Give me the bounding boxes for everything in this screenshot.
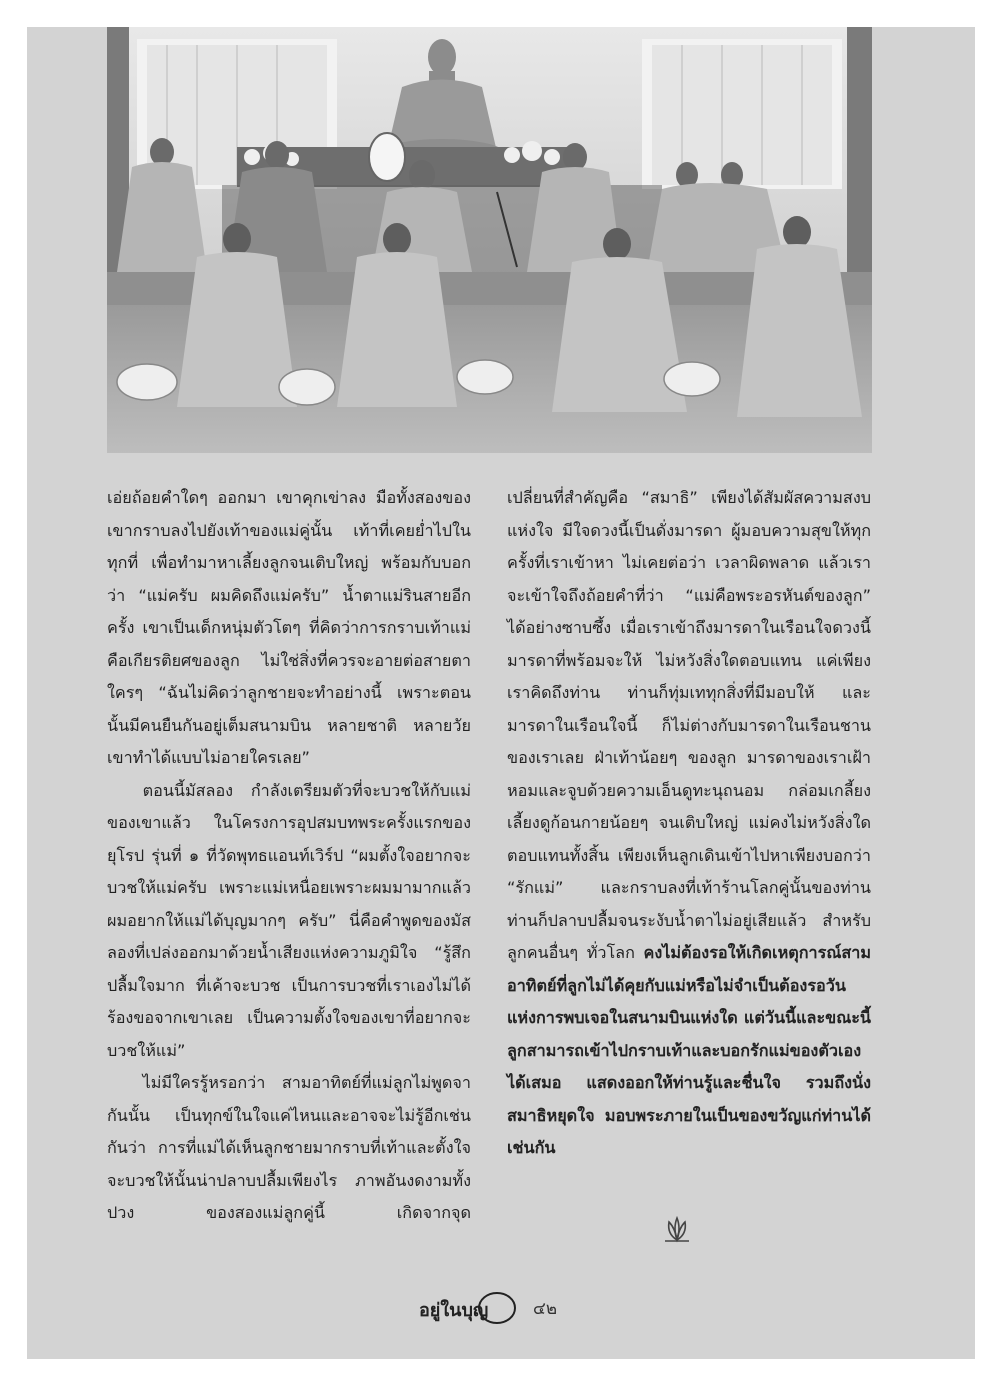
lotus-icon	[659, 1214, 695, 1244]
page-number: ๔๒	[533, 1299, 558, 1319]
right-paragraph-text: เปลี่ยนที่สำคัญคือ “สมาธิ” เพียงได้สัมผัสความสงบแห่งใจ มีใจดวงนี้เป็นดั่งมารดา ผู้มอบความสุขให้ทุกครั้งที่เราเข้าหา ไม่เคยต่อว่า เวลาผิดพลาด แล้วเราจะเข้าใจถึงถ้อยคำที่ว่า “แม่คือพระอรหันต์ของลูก” ได้อย่างซาบซึ้ง เมื่อเราเข้าถึงมารดาในเรือนใจดวงนี้ มารดาที่พร้อมจะให้ ไม่หวังสิ่งใดตอบแทน แค่เพียงเราคิดถึงท่าน ท่านก็ทุ่มเททุกสิ่งที่มีมอบให้ และมารดาในเรือนใจนี้ ก็ไม่ต่างกับมารดาในเรือนชานของเราเลย ฝ่าเท้าน้อยๆ ของลูก มารดาของเราเฝ้าหอมและจูบด้วยความเอ็นดูทะนุถนอม กล่อมเกลี้ยงเลี้ยงดูก้อนกายน้อยๆ จนเติบใหญ่ แม่คงไม่หวังสิ่งใดตอบแทนทั้งสิ้น เพียงเห็นลูกเดินเข้าไปหาเพียงบอกว่า “รักแม่” และกราบลงที่เท้าร้านโลกคู่นั้นของท่าน ท่านก็ปลาบปลื้มจนระงับน้ำตาไม่อยู่เสียแล้ว สำหรับลูกคนอื่นๆ ทั่วโลก	[507, 488, 871, 962]
left-paragraph-2: ตอนนี้มัสลอง กำลังเตรียมตัวที่จะบวชให้กับแม่ของเขาแล้ว ในโครงการอุปสมบทพระครั้งแรกของยุโรป รุ่นที่ ๑ ที่วัดพุทธแอนท์เวิร์ป “ผมตั้งใจอยากจะบวชให้แม่ครับ เพราะแม่เหนื่อยเพราะผมมามากแล้ว ผมอยากให้แม่ได้บุญมากๆ ครับ” นี่คือคำพูดของมัสลองที่เปล่งออกมาด้วยน้ำเสียงแห่งความภูมิใจ “รู้สึกปลื้มใจมาก ที่เค้าจะบวช เป็นการบวชที่เราเองไม่ได้ร้องขอจากเขาเลย เป็นความตั้งใจของเขาที่อยากจะบวชให้แม่”	[107, 780, 471, 1060]
monks-photo-illustration	[107, 27, 872, 453]
left-paragraph-1: เอ่ยถ้อยคำใดๆ ออกมา เขาคุกเข่าลง มือทั้งสองของเขากราบลงไปยังเท้าของแม่คู่นั้น เท้าที่เคยย่ำไปในทุกที่ เพื่อทำมาหาเลี้ยงลูกจนเติบใหญ่ พร้อมกับบอกว่า “แม่ครับ ผมคิดถึงแม่ครับ” น้ำตาแม่รินสายอีกครั้ง เขาเป็นเด็กหนุ่มตัวโตๆ ที่คิดว่าการกราบเท้าแม่ คือเกียรติยศของลูก ไม่ใช่สิ่งที่ควรจะอายต่อสายตาใครๆ “ฉันไม่คิดว่าลูกชายจะทำอย่างนี้ เพราะตอนนั้นมีคนยืนกันอยู่เต็มสนามบิน หลายชาติ หลายวัย เขาทำได้แบบไม่อายใครเลย”	[107, 488, 471, 767]
magazine-page	[27, 27, 975, 1359]
right-paragraph-bold: คงไม่ต้องรอให้เกิดเหตุการณ์สามอาทิตย์ที่ลูกไม่ได้คุยกับแม่หรือไม่จำเป็นต้องรอวันแห่งการพบเจอในสนามบินแห่งใด แต่วันนี้และขณะนี้ ลูกสามารถเข้าไปกราบเท้าและบอกรักแม่ของตัวเองได้เสมอ แสดงออกให้ท่านรู้และชื่นใจ รวมถึงนั่งสมาธิหยุดใจ มอบพระภายในเป็นของขวัญแก่ท่านได้เช่นกัน	[507, 943, 871, 1157]
magazine-logo-text: อยู่ในบุญ	[419, 1300, 489, 1321]
magazine-logo	[417, 1291, 529, 1325]
left-column	[107, 482, 471, 1230]
left-paragraph-3: ไม่มีใครรู้หรอกว่า สามอาทิตย์ที่แม่ลูกไม่พูดจากันนั้น เป็นทุกข์ในใจแค่ไหนและอาจจะไม่รู้อีกเช่นกันว่า การที่แม่ได้เห็นลูกชายมากราบที่เท้าและตั้งใจจะบวชให้นั้นน่าปลาบปลื้มเพียงไร ภาพอันงดงามทั้งปวง ของสองแม่ลูกคู่นี้ เกิดจากจุด	[107, 1073, 471, 1222]
page-footer	[417, 1289, 617, 1327]
right-paragraph	[507, 482, 871, 1165]
right-column	[507, 482, 871, 1165]
monks-photo	[107, 27, 872, 453]
